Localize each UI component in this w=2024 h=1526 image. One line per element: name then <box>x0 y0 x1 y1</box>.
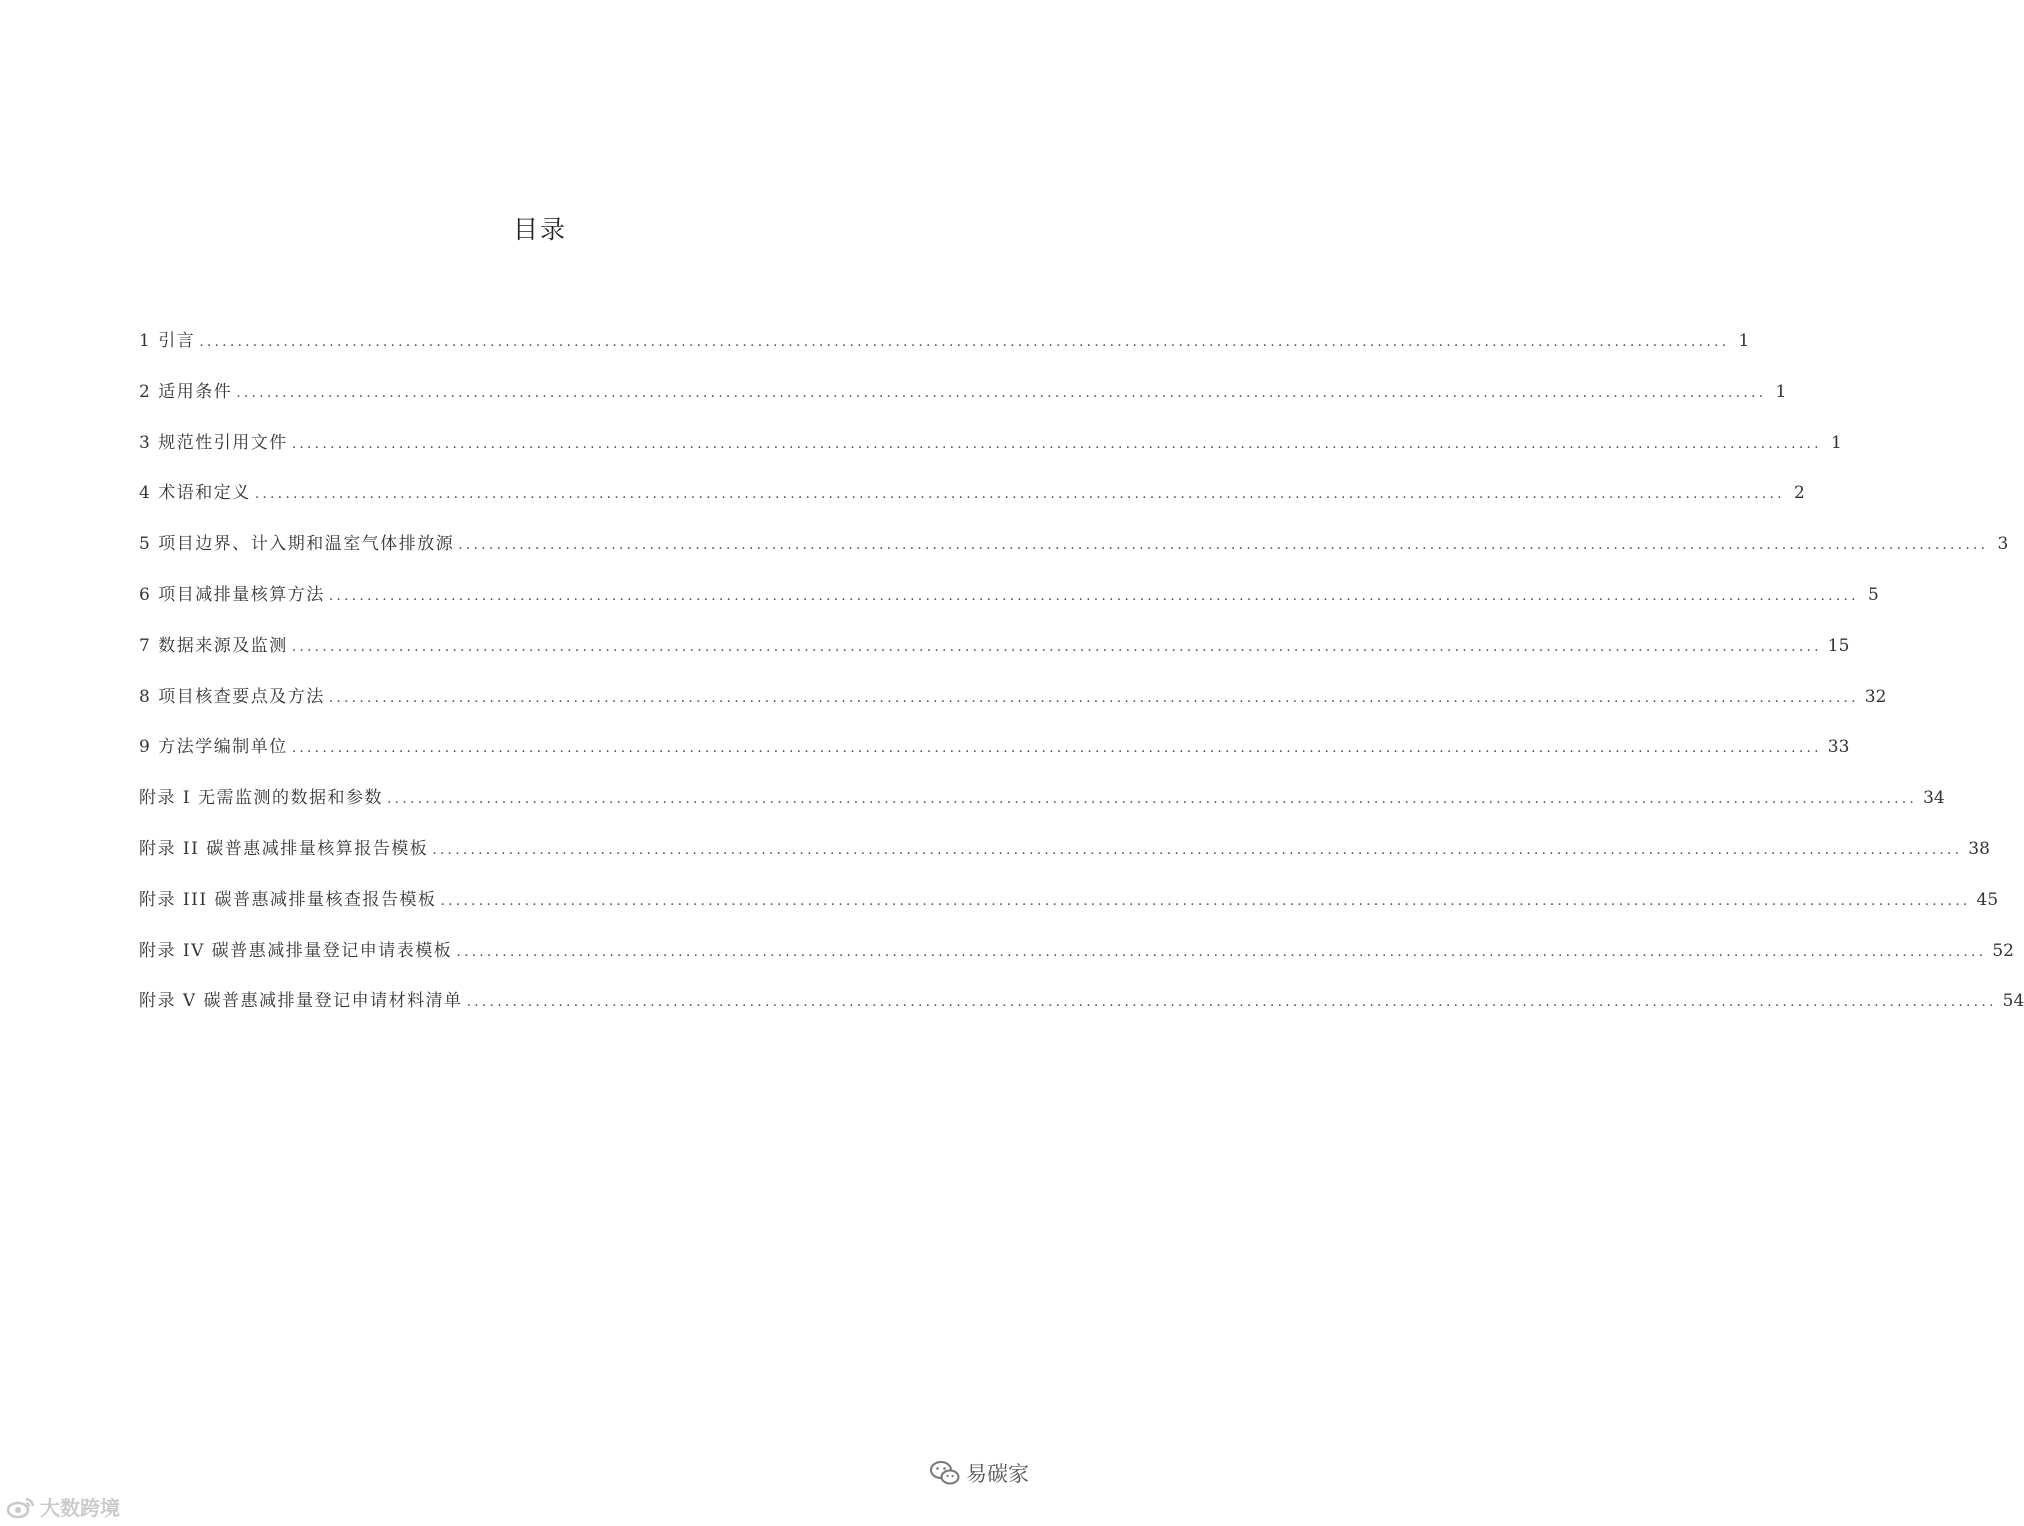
toc-entry[interactable] <box>139 478 1805 529</box>
toc-entry-page: 52 <box>1992 940 2014 961</box>
toc-entry-label: 附录 IV 碳普惠减排量登记申请表模板 <box>139 940 453 961</box>
toc-entry-label: 6 项目减排量核算方法 <box>139 584 325 605</box>
toc-entry-label: 9 方法学编制单位 <box>139 737 288 758</box>
toc-entry-label: 3 规范性引用文件 <box>139 432 288 453</box>
toc-leader-dots: ........................................................................................................................................................................................................ <box>466 994 1997 1011</box>
toc-entry[interactable] <box>139 783 1945 834</box>
watermark-right <box>930 1458 1029 1488</box>
toc-entry-page: 3 <box>1997 534 2009 555</box>
toc-leader-dots: ........................................................................................................................................................................................................ <box>291 435 1822 452</box>
toc-entry-page: 1 <box>1830 432 1842 453</box>
toc-entry-label: 4 术语和定义 <box>139 483 251 504</box>
toc-entry-label: 附录 V 碳普惠减排量登记申请材料清单 <box>139 991 463 1012</box>
watermark-left-text: 大数跨境 <box>40 1496 120 1520</box>
toc-entry-label: 附录 III 碳普惠减排量核查报告模板 <box>139 889 437 910</box>
wechat-logo-icon <box>930 1460 960 1486</box>
toc-entry-page: 38 <box>1968 838 1990 859</box>
toc-entry[interactable] <box>139 986 2024 1037</box>
toc-entry[interactable] <box>139 631 1850 682</box>
toc-leader-dots: ........................................................................................................................................................................................................ <box>440 892 1971 909</box>
toc-entry[interactable] <box>139 428 1842 479</box>
toc-entry-page: 32 <box>1864 686 1887 707</box>
weibo-logo-icon <box>6 1495 36 1519</box>
toc-entry-page: 34 <box>1923 788 1945 809</box>
toc-leader-dots: ........................................................................................................................................................................................................ <box>458 537 1989 554</box>
toc-leader-dots: ........................................................................................................................................................................................................ <box>236 384 1767 401</box>
toc-entry-page: 15 <box>1827 635 1850 656</box>
toc-leader-dots: ........................................................................................................................................................................................................ <box>291 638 1822 655</box>
toc-entry[interactable] <box>139 732 1850 783</box>
toc-leader-dots: ........................................................................................................................................................................................................ <box>456 943 1987 960</box>
toc-entry-label: 附录 I 无需监测的数据和参数 <box>139 788 384 809</box>
watermark-right-text: 易碳家 <box>966 1462 1029 1486</box>
toc-entry-page: 54 <box>2002 991 2024 1012</box>
toc-entry[interactable] <box>139 580 1879 631</box>
toc-leader-dots: ........................................................................................................................................................................................................ <box>387 791 1918 808</box>
toc-entry-page: 33 <box>1827 737 1850 758</box>
toc-entry-label: 附录 II 碳普惠减排量核算报告模板 <box>139 838 429 859</box>
toc-entry[interactable] <box>139 377 1787 428</box>
toc-entry-label: 1 引言 <box>139 331 196 351</box>
toc-entry-page: 5 <box>1867 584 1879 605</box>
toc-leader-dots: ........................................................................................................................................................................................................ <box>199 334 1730 350</box>
page-title: 目录 <box>512 215 567 244</box>
toc-entry[interactable] <box>139 529 2009 580</box>
toc-entry-label: 5 项目边界、计入期和温室气体排放源 <box>139 534 455 555</box>
table-of-contents <box>139 326 2024 1037</box>
toc-entry-page: 1 <box>1738 331 1750 351</box>
toc-leader-dots: ........................................................................................................................................................................................................ <box>254 486 1785 503</box>
toc-entry-page: 1 <box>1775 381 1787 402</box>
watermark-left <box>6 1492 120 1521</box>
toc-entry-page: 2 <box>1793 483 1805 504</box>
toc-leader-dots: ........................................................................................................................................................................................................ <box>291 740 1822 757</box>
toc-entry[interactable] <box>139 885 1999 936</box>
toc-leader-dots: ........................................................................................................................................................................................................ <box>432 841 1963 858</box>
toc-entry-page: 45 <box>1976 889 1999 910</box>
toc-leader-dots: ........................................................................................................................................................................................................ <box>328 689 1859 706</box>
toc-entry-label: 2 适用条件 <box>139 381 233 402</box>
toc-leader-dots: ........................................................................................................................................................................................................ <box>328 587 1859 604</box>
toc-entry-label: 7 数据来源及监测 <box>139 635 288 656</box>
toc-entry[interactable] <box>139 834 1990 885</box>
toc-entry[interactable] <box>139 936 2014 987</box>
toc-entry[interactable] <box>139 326 1750 377</box>
toc-entry[interactable] <box>139 682 1887 733</box>
toc-entry-label: 8 项目核查要点及方法 <box>139 686 325 707</box>
